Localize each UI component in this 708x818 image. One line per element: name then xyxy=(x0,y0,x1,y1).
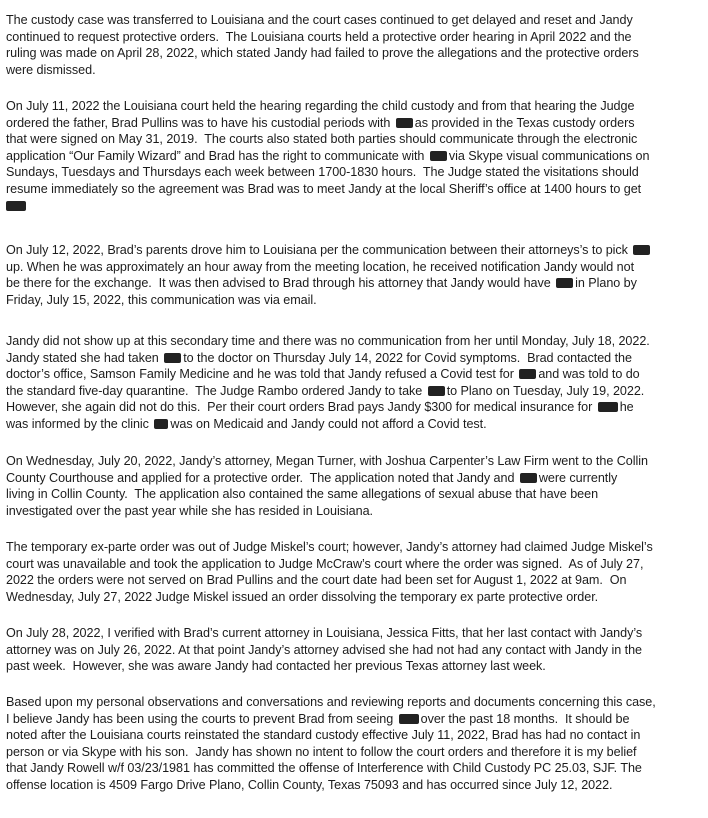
text-line: ordered the father, Brad Pullins was to have his custodial periods with as provided in the Texas custody orders xyxy=(6,115,635,130)
text-line: offense location is 4509 Fargo Drive Plano, Collin County, Texas 75093 and has occurred since July 12, 2022. xyxy=(6,777,613,792)
redaction-mark xyxy=(430,151,447,161)
text-line: ruling was made on April 28, 2022, which stated Jandy had failed to prove the allegations and the protective orders xyxy=(6,46,639,61)
redaction-mark xyxy=(164,353,181,363)
text-line: 2022 the orders were not served on Brad Pullins and the court date had been set for August 1, 2022 at 9am. On xyxy=(6,573,627,588)
paragraph-collin-protective-order xyxy=(6,453,706,519)
text-line: Jandy stated she had taken to the doctor on Thursday July 14, 2022 for Covid symptoms. Brad contacted the xyxy=(6,350,632,365)
paragraph-july-11-hearing xyxy=(6,98,706,214)
text-line: person or via Skype with his son. Jandy has shown no intent to follow the court orders and therefore it is my belief xyxy=(6,744,637,759)
redaction-mark xyxy=(6,201,26,211)
text-line: Jandy did not show up at this secondary time and there was no communication from her until Monday, July 18, 2022. xyxy=(6,334,650,348)
redaction-mark xyxy=(598,402,618,412)
text-line: Sundays, Tuesdays and Thursdays each week between 1700-1830 hours. The Judge stated the visitations should xyxy=(6,165,639,180)
redaction-mark xyxy=(154,419,168,429)
text-line xyxy=(6,198,706,215)
text-line: On Wednesday, July 20, 2022, Jandy’s attorney, Megan Turner, with Joshua Carpenter’s Law Firm went to the Collin xyxy=(6,454,648,468)
text-line: the standard five-day quarantine. The Judge Rambo ordered Jandy to take to Plano on Tuesday, July 19, 2022. xyxy=(6,383,645,398)
text-line: County Courthouse and applied for a protective order. The application noted that Jandy and were currently xyxy=(6,470,618,485)
text-line: attorney was on July 26, 2022. At that point Jandy’s attorney advised she had not had any contact with Jandy in the xyxy=(6,642,643,657)
redaction-mark xyxy=(396,118,413,128)
text-line: continued to request protective orders. The Louisiana courts held a protective order hearing in April 2022 and the xyxy=(6,29,632,44)
text-line: On July 28, 2022, I verified with Brad’s current attorney in Louisiana, Jessica Fitts, that her last contact with Jandy’s xyxy=(6,626,643,640)
paragraph-covid-symptoms xyxy=(6,333,706,433)
paragraph-ex-parte-order xyxy=(6,539,706,605)
text-line: living in Collin County. The application also contained the same allegations of sexual abuse that have been xyxy=(6,487,599,502)
text-line: application “Our Family Wizard” and Brad has the right to communicate with via Skype visual communications on xyxy=(6,148,650,163)
text-line: were dismissed. xyxy=(6,62,96,77)
text-line: investigated over the past year while she has resided in Louisiana. xyxy=(6,503,373,518)
text-line: On July 12, 2022, Brad’s parents drove him to Louisiana per the communication between their attorneys’s to pick xyxy=(6,242,706,259)
paragraph-conclusion xyxy=(6,694,706,794)
text-line: court was unavailable and took the application to Judge McCraw’s court where the order was signed. As of July 27, xyxy=(6,556,644,571)
text-line: that Jandy Rowell w/f 03/23/1981 has committed the offense of Interference with Child Custody PC 25.03, SJF. The xyxy=(6,761,642,776)
redaction-mark xyxy=(520,473,537,483)
text-line: Friday, July 15, 2022, this communication was via email. xyxy=(6,292,317,307)
text-line: Wednesday, July 27, 2022 Judge Miskel issued an order dissolving the temporary ex parte protective order. xyxy=(6,589,599,604)
text-line: that were signed on May 31, 2019. The courts also stated both parties should communicate through the electronic xyxy=(6,132,638,147)
text-line: The custody case was transferred to Louisiana and the court cases continued to get delayed and reset and Jandy xyxy=(6,13,633,27)
text-line: doctor’s office, Samson Family Medicine and he was told that Jandy refused a Covid test for and was told to do xyxy=(6,367,640,382)
text-line: past week. However, she was aware Jandy had contacted her previous Texas attorney last week. xyxy=(6,659,546,674)
paragraph-july-12-exchange xyxy=(6,242,706,308)
text-line: was informed by the clinic was on Medicaid and Jandy could not afford a Covid test. xyxy=(6,416,487,431)
text-line: noted after the Louisiana courts reinstated the standard custody effective July 11, 2022, Brad has had no contact in xyxy=(6,728,641,743)
text-line: be there for the exchange. It was then advised to Brad through his attorney that Jandy would have in Plano by xyxy=(6,276,637,291)
text-line: On July 11, 2022 the Louisiana court held the hearing regarding the child custody and from that hearing the Judge xyxy=(6,99,635,113)
text-line: The temporary ex-parte order was out of Judge Miskel’s court; however, Jandy’s attorney had claimed Judge Miskel’s xyxy=(6,540,653,554)
redaction-mark xyxy=(428,386,445,396)
redaction-mark xyxy=(556,278,573,288)
redaction-mark xyxy=(399,714,419,724)
paragraph-attorney-verification xyxy=(6,625,706,675)
text-line: I believe Jandy has been using the courts to prevent Brad from seeing over the past 18 months. It should be xyxy=(6,711,630,726)
redaction-mark xyxy=(519,369,536,379)
redaction-mark xyxy=(633,245,650,255)
text-line: up. When he was approximately an hour away from the meeting location, he received notification Jandy would not xyxy=(6,259,635,274)
text-line: Based upon my personal observations and conversations and reviewing reports and documents concerning this case, xyxy=(6,695,656,709)
paragraph-case-transfer xyxy=(6,12,706,78)
text-line: resume immediately so the agreement was Brad was to meet Jandy at the local Sheriff’s office at 1400 hours to get xyxy=(6,181,642,196)
text-line: However, she again did not do this. Per their court orders Brad pays Jandy $300 for medical insurance for he xyxy=(6,400,634,415)
